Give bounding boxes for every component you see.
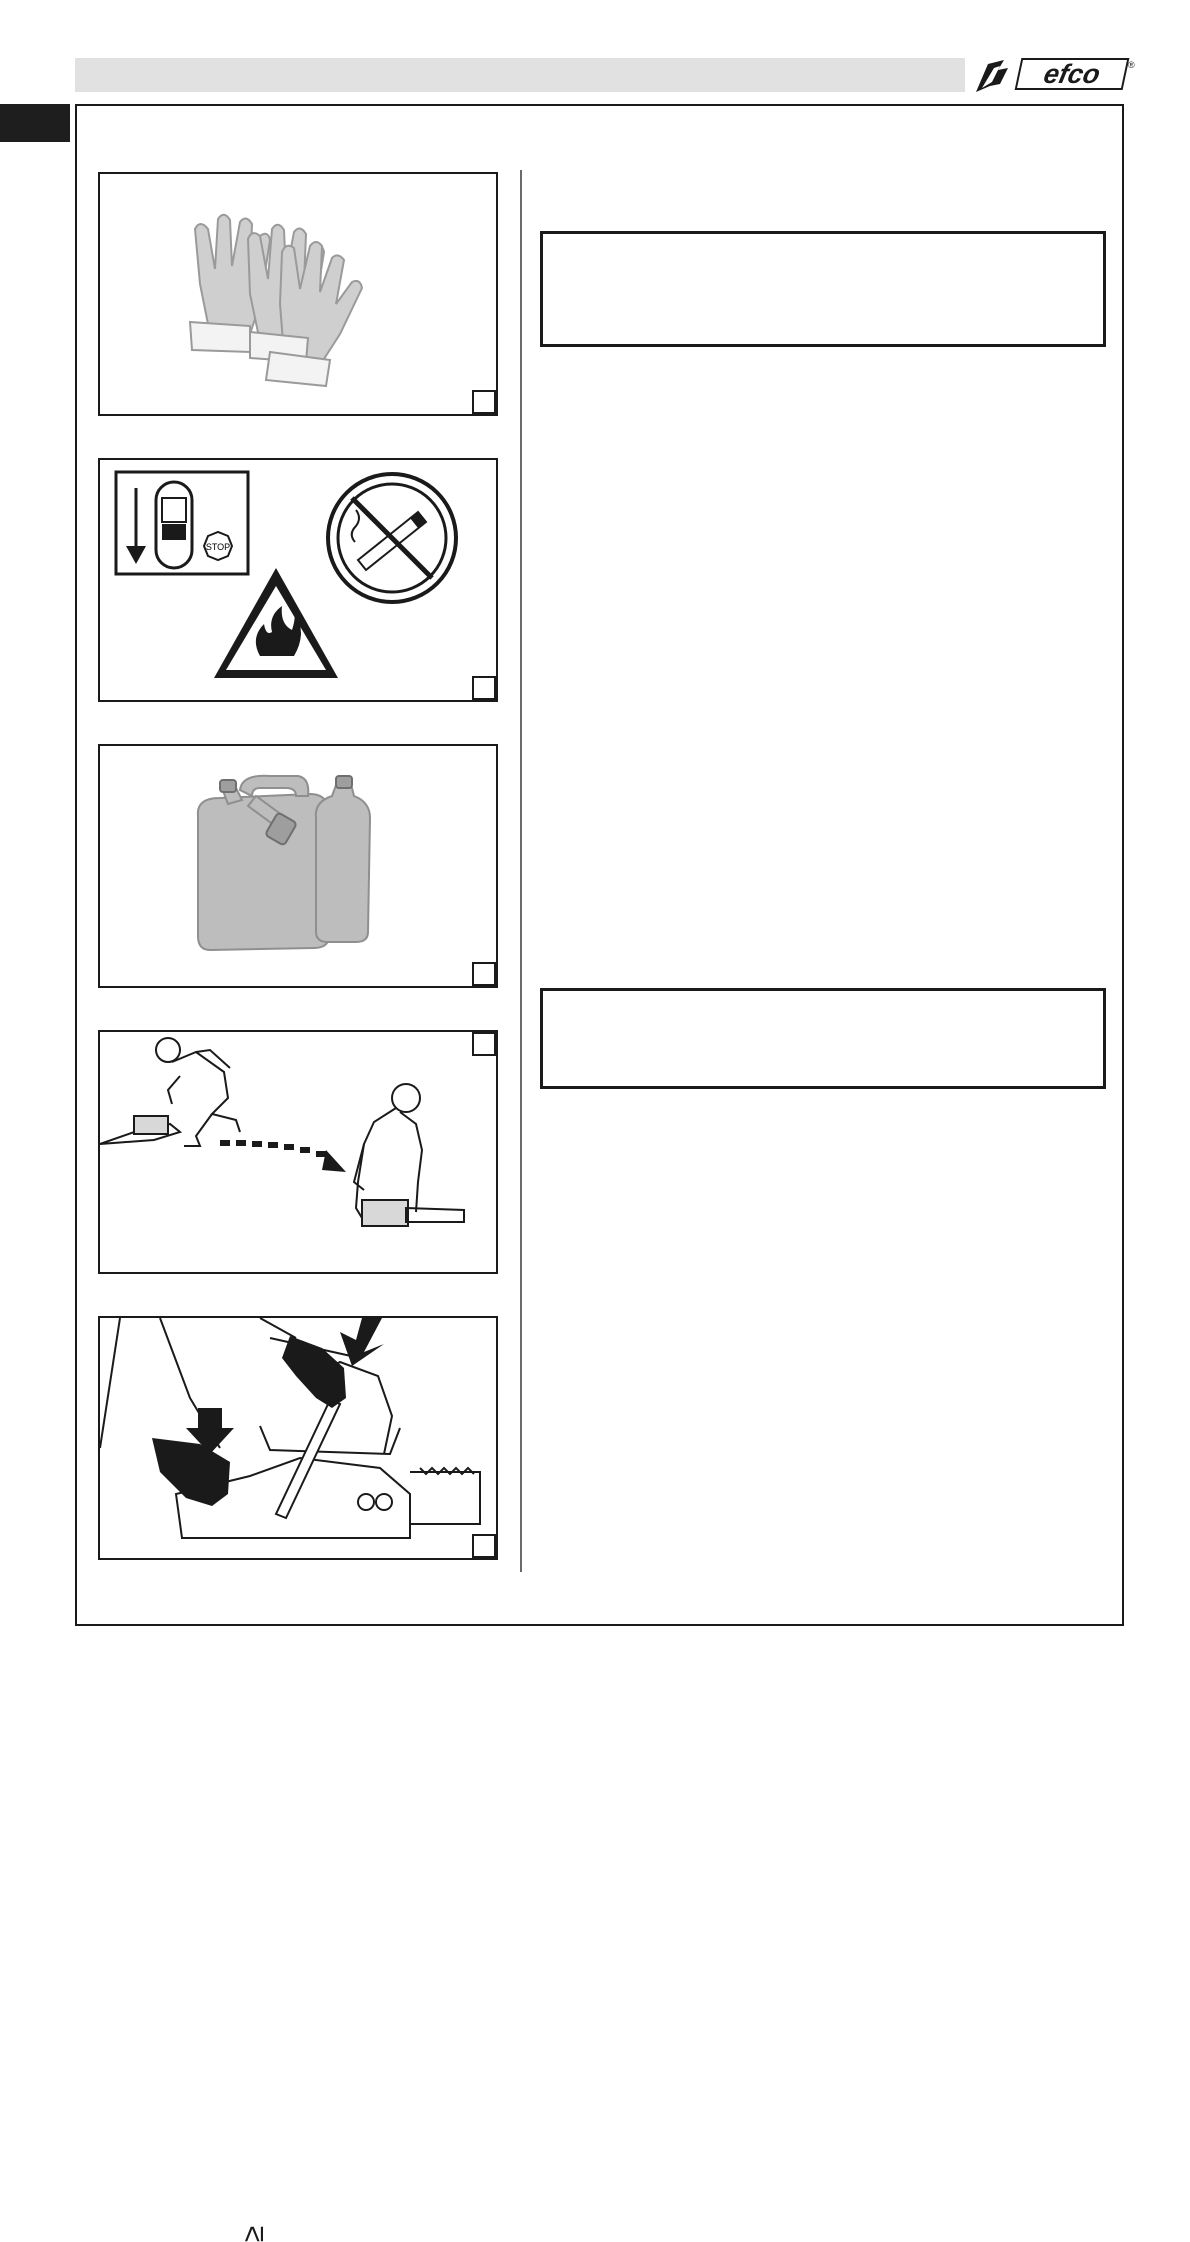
figure-gloves	[98, 172, 498, 416]
registered-mark: ®	[1128, 60, 1135, 70]
figure-number-box	[472, 962, 496, 986]
column-divider	[520, 170, 522, 1572]
refuel-distance-illustration	[100, 1032, 500, 1276]
gloves-icon	[100, 174, 500, 418]
figure-fuel-can	[98, 744, 498, 988]
chainsaw-icon	[100, 1116, 180, 1144]
no-smoking-icon	[328, 474, 456, 602]
refuel-distance-arrow	[220, 1140, 346, 1172]
press-down-arrow	[186, 1318, 384, 1454]
figure-distance	[98, 1030, 498, 2242]
fuel-can-icon	[100, 746, 500, 990]
figure-number-box	[472, 1534, 496, 1558]
fuel-level-icon	[116, 472, 248, 574]
header-bar	[75, 58, 965, 92]
figure-start-grip	[98, 1316, 498, 1560]
flammable-warning-icon	[214, 568, 338, 678]
starting-grip-illustration	[100, 1318, 500, 1562]
chainsaw-icon	[362, 1200, 464, 1226]
figure-number-box	[472, 676, 496, 700]
stop-label: STOP	[205, 542, 231, 552]
figure-fuel-safety	[98, 458, 498, 702]
worker-icon	[354, 1084, 422, 1218]
distance-symbol: ≥	[237, 2225, 271, 2242]
warning-box	[540, 988, 1106, 1089]
warning-box	[540, 231, 1106, 347]
fuel-safety-signs	[100, 460, 500, 704]
figure-number-box	[472, 390, 496, 414]
figure-number-box	[472, 1032, 496, 1056]
brand-wordmark: efco	[1015, 58, 1130, 90]
language-side-tab	[0, 104, 70, 142]
